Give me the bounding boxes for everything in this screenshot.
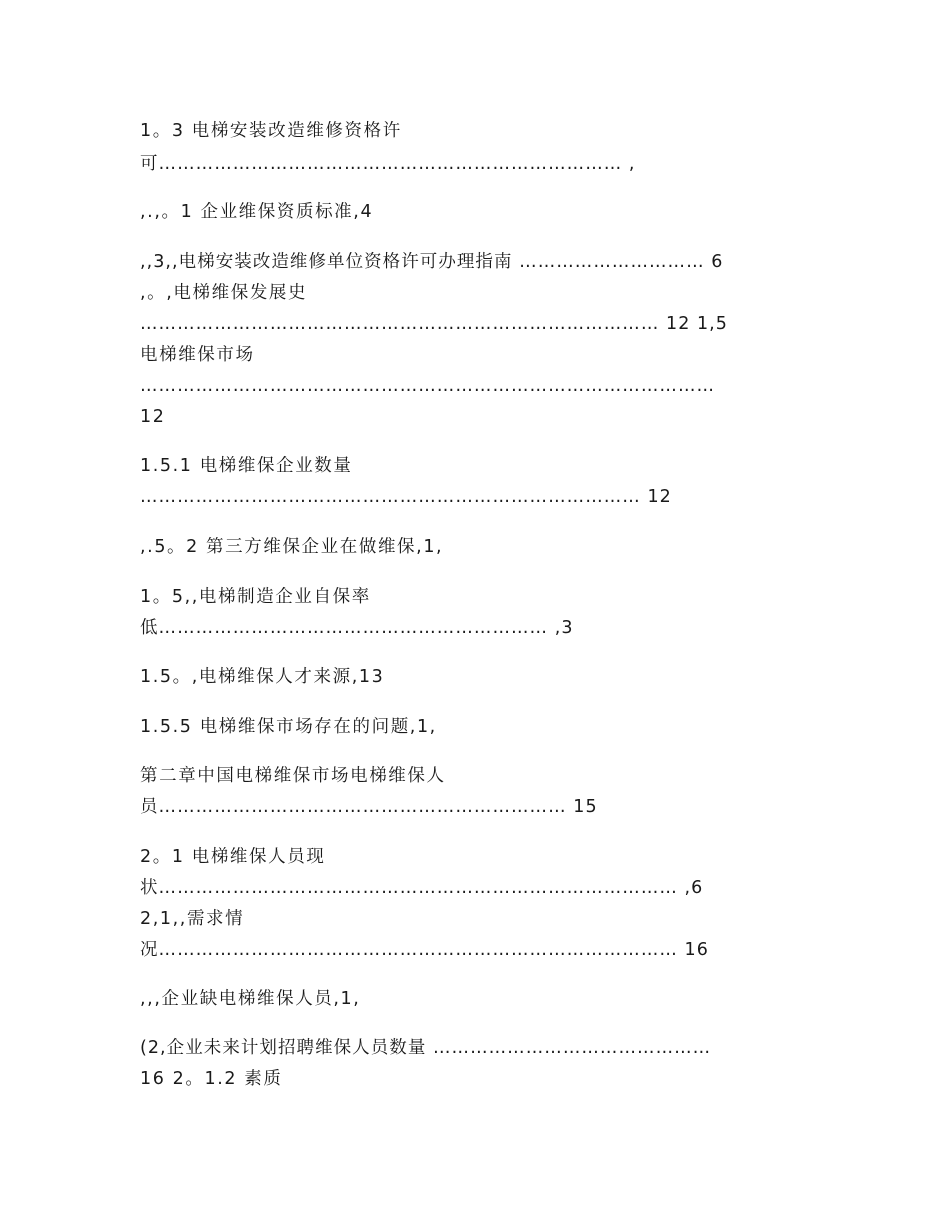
toc-line: 1.5.1 电梯维保企业数量 (140, 456, 353, 476)
toc-line: 2。1 电梯维保人员现 (140, 847, 326, 867)
toc-line: 1.5.5 电梯维保市场存在的问题,1, (140, 717, 437, 737)
toc-line: 16 2。1.2 素质 (140, 1069, 283, 1089)
toc-line: 低……………………………………………………… ,3 (140, 618, 574, 638)
toc-line: (2,企业未来计划招聘维保人员数量 ……………………………………… (140, 1038, 712, 1058)
toc-line: 第二章中国电梯维保市场电梯维保人 (140, 766, 446, 786)
toc-line: 况………………………………………………………………………… 16 (140, 940, 709, 960)
toc-line: 12 (140, 407, 166, 427)
toc-line: 状………………………………………………………………………… ,6 (140, 878, 704, 898)
toc-line: ,,3,,电梯安装改造维修单位资格许可办理指南 ………………………… 6 (140, 252, 724, 272)
toc-line: 可………………………………………………………………… , (140, 154, 636, 174)
toc-line: ,。,电梯维保发展史 (140, 283, 308, 303)
toc-line: 1。3 电梯安装改造维修资格许 (140, 121, 402, 141)
toc-line: ,,,企业缺电梯维保人员,1, (140, 989, 361, 1009)
toc-line: 2,1,,需求情 (140, 909, 245, 929)
toc-line: ……………………………………………………………………… 12 (140, 487, 672, 507)
toc-line: ………………………………………………………………………… 12 1,5 (140, 314, 728, 334)
toc-line: 员………………………………………………………… 15 (140, 797, 598, 817)
toc-line: ,.,。1 企业维保资质标准,4 (140, 202, 374, 222)
toc-line: 1。5,,电梯制造企业自保率 (140, 587, 371, 607)
toc-line: ………………………………………………………………………………… (140, 376, 716, 396)
toc-line: ,.5。2 第三方维保企业在做维保,1, (140, 537, 444, 557)
toc-line: 1.5。,电梯维保人才来源,13 (140, 667, 385, 687)
toc-line: 电梯维保市场 (140, 345, 255, 365)
